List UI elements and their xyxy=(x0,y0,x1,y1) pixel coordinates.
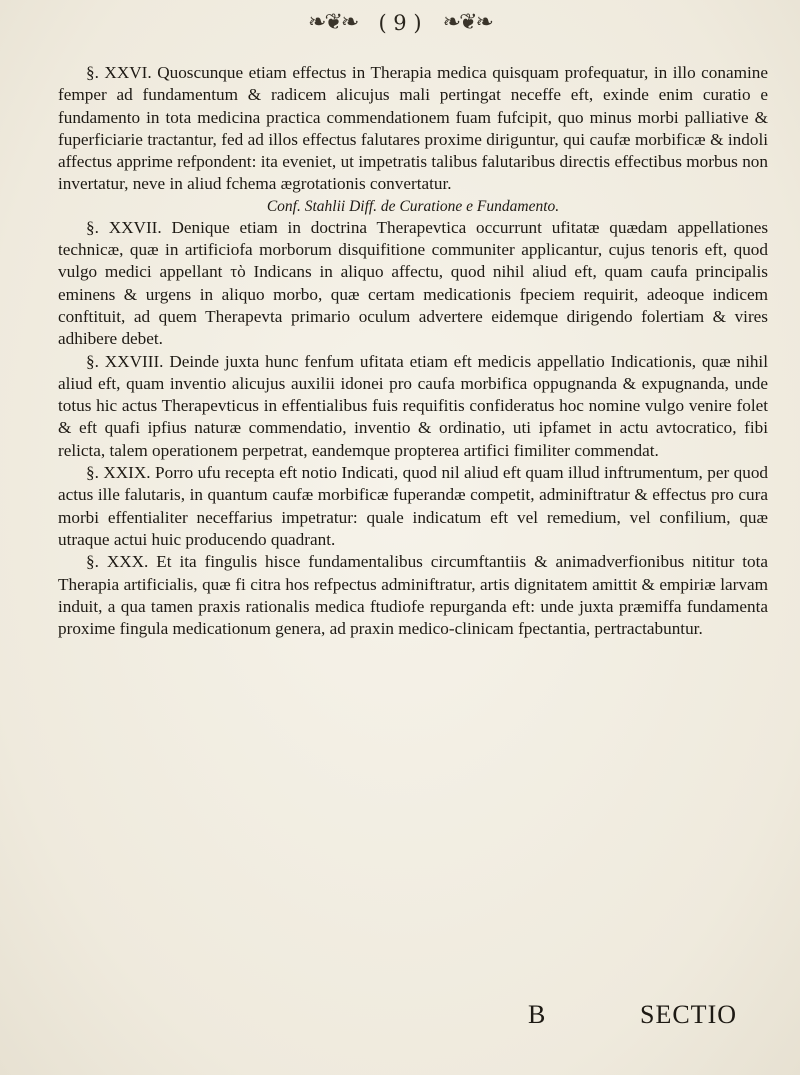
paragraph-text: Deinde juxta hunc fenfum ufitata etiam eft medicis appellatio Indicationis, quæ nihil aliud eft, quam inventio alicujus auxilii idonei pro caufa morbifica oppugnanda & expugnanda, unde totus hic actus Therapevticus in effentialibus fuis requifitis confideratus hoc nomine vulgo venire folet & eft quafi ipfius naturæ commendatio, inventio & ordinatio, uti ipfamet in actu avtocratico, fibi relicta, talem operationem perpetrat, eandemque propterea artifici fimiliter commendat. xyxy=(58,351,768,460)
paragraph-text: Quoscunque etiam effectus in Therapia medica quisquam profequatur, in illo conamine femper ad fundamentum & radicem alicujus mali pertingat neceffe eft, exinde enim curatio e fundamento in tota medicina practica commendationem fuam fufcipit, quo minus morbi palliative & fuperficiarie tractantur, fed ad illos effectus falutares proxime diriguntur, qui caufæ morbificæ & indoli affectus apprime refpondent: ita eveniet, ut impetratis talibus falutaribus directis effectibus morbus non invertatur, neve in aliud fchema ægrotationis convertatur. xyxy=(58,63,768,194)
section-number: §. XXX. xyxy=(86,552,149,572)
signature-mark: B xyxy=(528,1000,546,1029)
paragraph-text: Et ita fingulis hisce fundamentalibus circumftantiis & animadverfionibus nititur tota Therapia artificialis, quæ fi citra hos refpectus adminiftratur, artis dignitatem amittit & empiriæ larvam induit, a qua tamen praxis rationalis medica ftudiofe repurganda eft: unde juxta præmiffa fundamenta proxime fingula medicationum genera, ad praxin medico-clinicam fpectantia, pertractabuntur. xyxy=(58,552,768,639)
paragraph-xxvii xyxy=(58,217,768,351)
page-footer xyxy=(0,1000,800,1040)
page-header xyxy=(0,10,800,50)
section-number: §. XXVI. xyxy=(86,63,152,82)
page-number: ( 9 ) xyxy=(378,10,422,35)
header-ornament-right: ❧❦❧ xyxy=(442,10,492,35)
catchword: SECTIO xyxy=(640,1000,737,1029)
section-number: §. XXVIII. xyxy=(86,351,164,371)
header-ornament-left: ❧❦❧ xyxy=(308,10,358,35)
citation: Conf. Stahlii Diff. de Curatione e Fundamento. xyxy=(266,197,560,215)
paragraph-text: Denique etiam in doctrina Therapevtica occurrunt ufitatæ quædam appellationes technicæ, quæ in artificiofa morborum disquifitione communiter applicantur, cujus tenoris eft, quod vulgo medici appellant τὸ Indicans in aliquo affectu, quod nihil aliud eft, quam caufa principalis eminens & urgens in aliquo morbo, quæ certam medicationis fpeciem requirit, adeoque indicem conftituit, ad quem Therapevta primario oculum advertere eidemque dirigendo folertiam & vires adhibere debet. xyxy=(58,217,769,349)
paragraph-xxviii xyxy=(58,351,768,462)
paragraph-xxx xyxy=(58,551,768,640)
section-number: §. XXIX. xyxy=(86,463,151,483)
section-number: §. XXVII. xyxy=(86,217,162,237)
paragraph-xxvi xyxy=(58,62,768,196)
paragraph-xxix xyxy=(58,462,768,551)
paragraph-text: Porro ufu recepta eft notio Indicati, quod nil aliud eft quam illud inftrumentum, per quod actus ille falutaris, in quantum caufæ morbificæ fuperandæ competit, adminiftratur & effectus pro cura morbi effentialiter neceffarius impetratur: quale indicatum eft vel remedium, vel confilium, quæ utraque actui huic producendo quadrant. xyxy=(58,463,769,549)
text-body xyxy=(58,62,768,640)
